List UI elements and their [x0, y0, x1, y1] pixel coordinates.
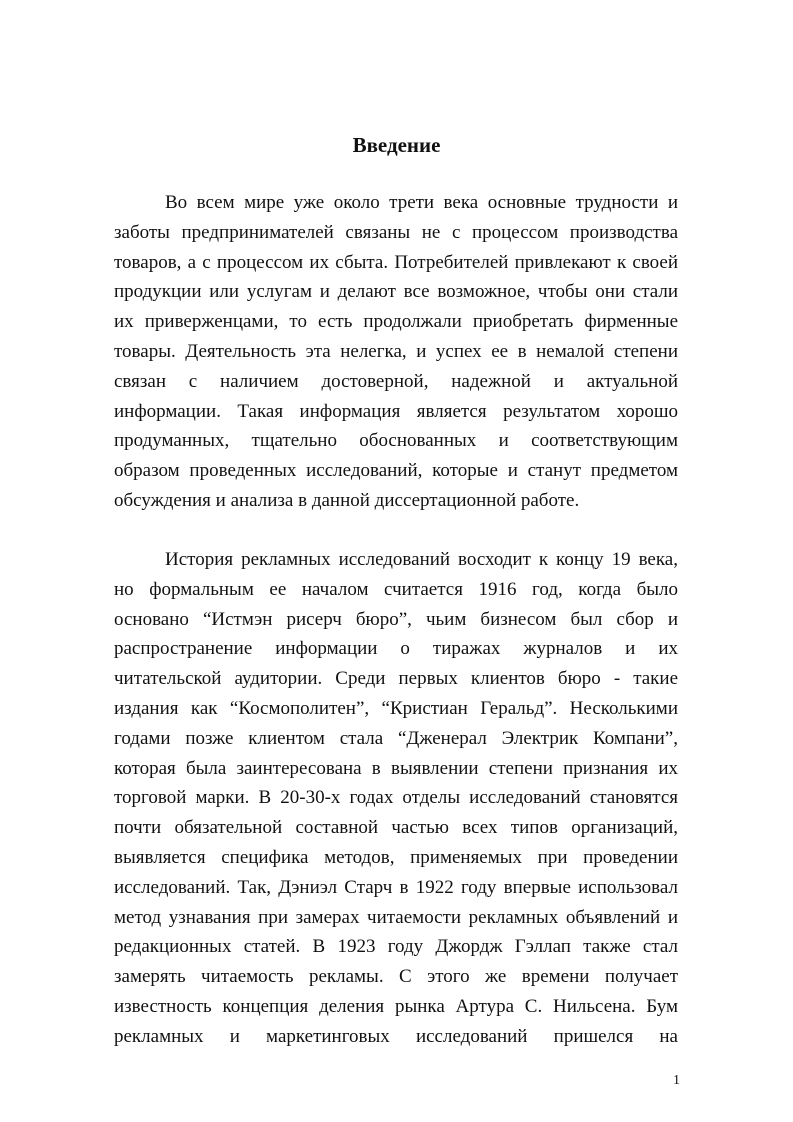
paragraph-1	[114, 188, 678, 516]
text-line: читательской аудитории. Среди первых клиентов бюро - такие	[114, 668, 678, 690]
paragraph-2	[114, 545, 678, 1052]
text-line: почти обязательной составной частью всех типов организаций,	[114, 817, 678, 839]
text-line: издания как “Космополитен”, “Кристиан Геральд”. Несколькими	[114, 697, 678, 719]
text-line: торговой марки. В 20-30-х годах отделы исследований становятся	[114, 787, 678, 809]
text-line: Во всем мире уже около трети века основные трудности и	[165, 192, 678, 213]
text-line: распространение информации о тиражах журналов и их	[114, 638, 678, 660]
text-line: заботы предпринимателей связаны не с процессом производства	[114, 221, 678, 243]
text-line: известность концепция деления рынка Артура С. Нильсена. Бум	[114, 995, 678, 1017]
text-line: но формальным ее началом считается 1916 год, когда было	[114, 578, 678, 600]
text-line: их приверженцами, то есть продолжали приобретать фирменные	[114, 311, 678, 333]
text-line: История рекламных исследований восходит к концу 19 века,	[165, 549, 678, 570]
page-title: Введение	[352, 133, 441, 157]
page-number: 1	[673, 1073, 680, 1088]
text-line: продуманных, тщательно обоснованных и соответствующим	[114, 430, 678, 452]
text-line: обсуждения и анализа в данной диссертационной работе.	[114, 489, 580, 511]
text-line: метод узнавания при замерах читаемости рекламных объявлений и	[114, 906, 678, 928]
text-line: исследований. Так, Дэниэл Старч в 1922 году впервые использовал	[114, 876, 678, 898]
text-line: годами позже клиентом стала “Дженерал Электрик Компани”,	[114, 727, 678, 749]
text-line: информации. Такая информация является результатом хорошо	[114, 400, 678, 422]
text-line: редакционных статей. В 1923 году Джордж Гэллап также стал	[114, 936, 678, 958]
text-line: связан с наличием достоверной, надежной и актуальной	[114, 370, 678, 392]
text-line: замерять читаемость рекламы. С этого же времени получает	[114, 966, 678, 988]
text-line: продукции или услугам и делают все возможное, чтобы они стали	[114, 281, 678, 303]
text-line: выявляется специфика методов, применяемых при проведении	[114, 846, 678, 868]
text-line: основано “Истмэн рисерч бюро”, чьим бизнесом был сбор и	[114, 608, 678, 630]
text-line: которая была заинтересована в выявлении степени признания их	[114, 757, 678, 779]
text-line: товары. Деятельность эта нелегка, и успех ее в немалой степени	[114, 340, 678, 362]
text-line: образом проведенных исследований, которые и станут предметом	[114, 460, 678, 482]
text-line: товаров, а с процессом их сбыта. Потребителей привлекают к своей	[114, 251, 678, 273]
text-line: рекламных и маркетинговых исследований пришелся на	[114, 1025, 678, 1047]
